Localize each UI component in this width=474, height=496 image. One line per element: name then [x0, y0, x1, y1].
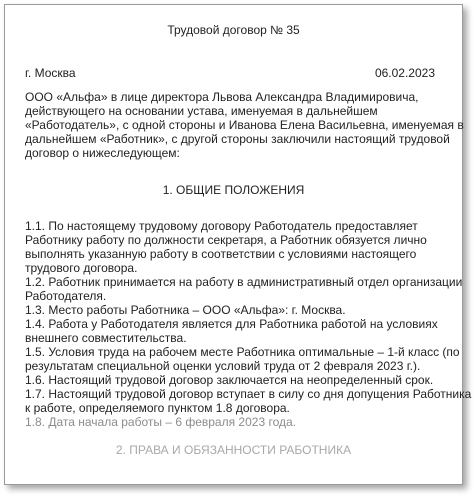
clause-line: результатам специальной оценки условий труда от 2 февраля 2023 г.). — [25, 359, 421, 373]
clause-1-7 — [25, 387, 472, 415]
clause-line: выполнять указанную работу в соответствии с условиями настоящего — [25, 247, 417, 261]
clause-line: трудового договора. — [25, 261, 138, 275]
clause-1-2 — [25, 275, 463, 303]
clause-line: 1.5. Условия труда на рабочем месте Работника оптимальные – 1-й класс (по — [25, 345, 460, 359]
preamble-line: «Работодатель», с одной стороны и Иванова Елена Васильевна, именуемая в — [25, 118, 464, 132]
clause-1-8 — [25, 415, 445, 429]
document-page — [4, 4, 472, 485]
clause-1-6 — [25, 373, 445, 387]
preamble-line: дальнейшем «Работник», с другой стороны заключили настоящий трудовой — [25, 132, 450, 146]
clause-1-3 — [25, 303, 445, 317]
section-heading-general: 1. ОБЩИЕ ПОЛОЖЕНИЯ — [162, 183, 305, 197]
clause-line: 1.2. Работник принимается на работу в административный отдел организации — [25, 275, 463, 289]
clause-line: Работнику работу по должности секретаря, а Работник обязуется лично — [25, 233, 427, 247]
clause-line: внешнего совместительства. — [25, 331, 187, 345]
contract-date: 06.02.2023 — [374, 66, 435, 80]
clause-line: к работе, определяемого пунктом 1.8 договора. — [25, 401, 290, 415]
clause-line: 1.3. Место работы Работника – ООО «Альфа»: г. Москва. — [25, 303, 346, 317]
clause-line: 1.6. Настоящий трудовой договор заключается на неопределенный срок. — [25, 373, 434, 387]
section-heading-rights: 2. ПРАВА И ОБЯЗАННОСТИ РАБОТНИКА — [115, 443, 352, 457]
preamble-line: договор о нижеследующем: — [25, 146, 180, 160]
preamble-line: действующего на основании устава, именуемая в дальнейшем — [25, 104, 378, 118]
clause-1-4 — [25, 317, 445, 345]
preamble — [25, 90, 464, 160]
clause-1-5 — [25, 345, 460, 373]
clauses-list — [25, 219, 472, 429]
document-title: Трудовой договор № 35 — [167, 23, 300, 37]
clause-line: 1.7. Настоящий трудовой договор вступает в силу со дня допущения Работника — [25, 387, 472, 401]
preamble-line: ООО «Альфа» в лице директора Львова Александра Владимировича, — [25, 90, 419, 104]
clause-line: Работодателя. — [25, 289, 107, 303]
clause-line: 1.1. По настоящему трудовому договору Работодатель предоставляет — [25, 219, 418, 233]
contract-city: г. Москва — [25, 66, 76, 80]
clause-1-1 — [25, 219, 445, 275]
clause-line: 1.4. Работа у Работодателя является для Работника работой на условиях — [25, 317, 438, 331]
clause-line: 1.8. Дата начала работы – 6 февраля 2023 года. — [25, 415, 296, 429]
